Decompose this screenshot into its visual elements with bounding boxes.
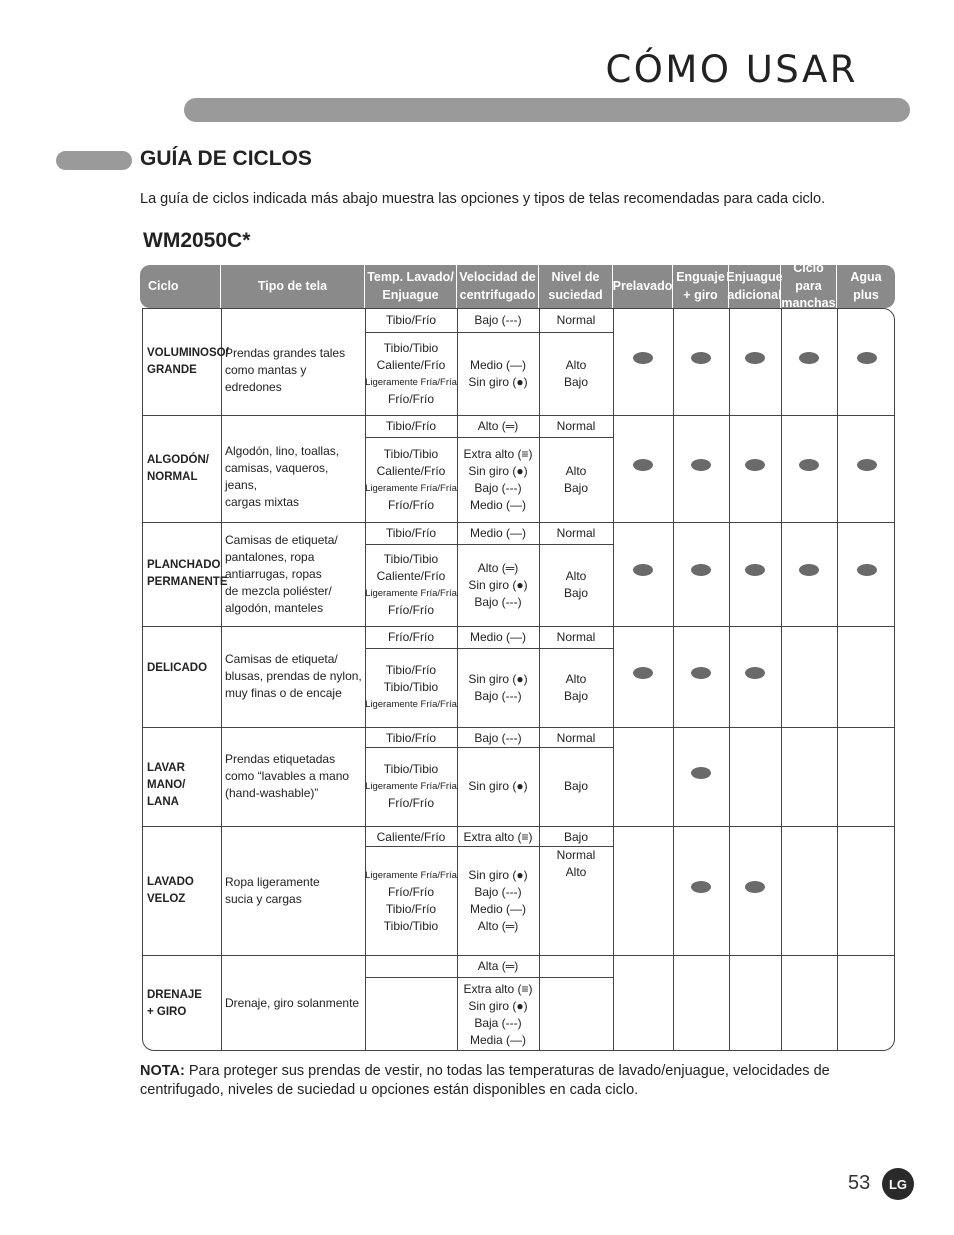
page-number: 53 [848,1172,871,1194]
cycle-name: LAVADO VELOZ [147,875,194,905]
spin-option: Bajo (---) [474,480,522,495]
cycle-name: PLANCHADO PERMANENTE [147,559,228,588]
fabric-type: Prendas etiquetadas como “lavables a mano (hand-washable)” [225,752,350,800]
soil-primary: Normal [556,313,596,327]
option-available-dot [745,352,765,364]
temp-option: Ligeramente Fría/Fría [365,588,457,599]
option-available-dot [745,881,765,893]
section-pill [56,151,132,170]
option-available-dot [633,667,653,679]
subrow-divider [365,977,613,978]
spin-option: Sin giro (●) [468,998,528,1013]
header-prelavado: Prelavado [612,265,672,308]
temp-option: Tibio/Tibio [383,680,439,694]
spin-option: Alto (═) [477,560,519,575]
temp-option: Tibio/Tibio [383,552,439,566]
note [140,1062,894,1100]
subrow-divider [365,648,613,649]
soil-option: Bajo [563,586,589,600]
temp-option: Caliente/Frío [376,569,446,583]
cycle-table-body [142,308,895,1051]
option-available-dot [691,564,711,576]
spin-option: Sin giro (●) [468,374,528,389]
temp-option: Ligeramente Fría/Fría [365,376,457,388]
spin-option: Medio (—) [469,497,526,512]
option-available-dot [857,459,877,471]
soil-option: Alto [565,865,587,879]
lg-logo [882,1168,914,1200]
soil-option: Bajo [563,688,589,703]
temp-option: Tibio/Tibio [383,918,439,933]
header-ciclo: Ciclo [148,278,179,293]
temp-option: Caliente/Frío [376,357,446,372]
option-available-dot [691,881,711,893]
cycle-table-header [140,261,895,311]
spin-primary: Extra alto (≡) [463,830,533,844]
fabric-type: Drenaje, giro solanmente [225,996,360,1010]
spin-option: Extra alto (≡) [463,981,533,996]
soil-option: Bajo [563,374,589,389]
soil-option: Alto [565,357,587,372]
cycle-name: DRENAJE + GIRO [147,988,202,1018]
soil-primary: Normal [556,526,596,540]
fabric-type: Camisas de etiqueta/ pantalones, ropa antiarrugas, ropas de mezcla poliéster/ algodón, manteles [225,532,338,615]
temp-primary: Tibio/Frío [385,419,437,433]
spin-option: Sin giro (●) [468,867,528,882]
soil-option: Alto [565,671,587,686]
header-velocidad: Velocidad de centrifugado [456,265,538,308]
spin-option: Medio (—) [469,901,526,916]
cycle-name: DELICADO [147,661,208,674]
model-number: WM2050C* [143,229,251,252]
spin-primary: Medio (—) [469,526,526,540]
section-title: GUÍA DE CICLOS [140,147,312,170]
row-divider [143,626,894,627]
soil-option: Alto [565,463,587,478]
header-agua-plus: Agua plus [836,265,895,308]
option-available-dot [691,767,711,779]
header-enguaje-giro: Enguaje + giro [672,265,728,308]
spin-option: Bajo (---) [474,688,522,703]
cycle-name: ALGODÓN/ NORMAL [147,453,209,483]
spin-option: Alto (═) [477,918,519,933]
column-divider [837,309,838,1050]
subrow-divider [365,747,613,748]
temp-primary: Caliente/Frío [376,830,446,844]
chapter-title: CÓMO USAR [605,48,858,91]
spin-option: Sin giro (●) [468,779,528,793]
temp-primary: Tibio/Frío [385,731,437,745]
option-available-dot [691,352,711,364]
soil-primary: Normal [556,630,596,644]
option-available-dot [745,667,765,679]
intro-text: La guía de ciclos indicada más abajo muestra las opciones y tipos de telas recomendadas para cada ciclo. [140,191,826,207]
spin-option: Bajo (---) [474,594,522,609]
temp-option: Ligeramente Fría/Fría [365,869,457,881]
fabric-type: Ropa ligeramente sucia y cargas [225,874,320,906]
column-divider [781,309,782,1050]
soil-option: Alto [565,569,587,583]
temp-option: Tibio/Frío [385,901,437,916]
spin-option: Baja (---) [474,1015,522,1030]
temp-option: Frío/Frío [387,391,434,406]
soil-primary: Normal [556,731,596,745]
option-available-dot [691,667,711,679]
spin-primary: Alto (═) [477,419,519,433]
option-available-dot [799,564,819,576]
soil-option: Bajo [563,779,589,793]
option-available-dot [633,459,653,471]
cycle-name: LAVAR MANO/ LANA [147,761,186,808]
subrow-divider [365,544,613,545]
subrow-divider [365,332,613,333]
option-available-dot [633,352,653,364]
spin-primary: Medio (—) [469,630,526,644]
option-available-dot [745,564,765,576]
row-divider [143,522,894,523]
temp-option: Caliente/Frío [376,463,446,478]
header-temp: Temp. Lavado/ Enjuague [364,265,456,308]
header-enjuague-adicional: Enjuague adicional [728,265,780,308]
option-available-dot [857,352,877,364]
spin-option: Extra alto (≡) [463,446,533,461]
header-ciclo-manchas: Ciclo para manchas [781,261,836,311]
temp-option: Tibio/Tibio [383,340,439,355]
subrow-divider [365,437,613,438]
fabric-type: Prendas grandes tales como mantas y edredones [225,346,346,394]
option-available-dot [857,564,877,576]
temp-primary: Frío/Frío [387,630,434,644]
header-tipo-tela: Tipo de tela [220,265,364,308]
temp-option: Frío/Frío [387,796,434,810]
spin-primary: Bajo (---) [474,731,522,745]
lg-logo-text: LG [888,1176,908,1192]
temp-option: Ligeramente Fría/Fría [365,699,457,710]
option-available-dot [745,459,765,471]
column-divider [729,309,730,1050]
temp-option: Ligeramente Fría/Fría [365,781,457,792]
temp-option: Frío/Frío [387,603,434,617]
column-divider [673,309,674,1050]
spin-option: Bajo (---) [474,884,522,899]
option-available-dot [799,352,819,364]
spin-option: Medio (—) [469,357,526,372]
soil-option: Normal [556,848,596,862]
fabric-type: Algodón, lino, toallas, camisas, vaqueros, jeans, cargas mixtas [225,444,340,509]
soil-option: Bajo [563,480,589,495]
temp-option: Ligeramente Fría/Fría [365,482,457,494]
row-divider [143,826,894,827]
spin-option: Sin giro (●) [468,463,528,478]
note-text: Para proteger sus prendas de vestir, no todas las temperaturas de lavado/enjuague, velocidades de centrifugado, niveles de suciedad u opciones están disponibles en cada ciclo. [140,1063,830,1098]
soil-primary: Bajo [563,830,589,844]
spin-option: Sin giro (●) [468,671,528,686]
temp-option: Tibio/Tibio [383,762,439,776]
temp-primary: Tibio/Frío [385,313,437,327]
row-divider [143,955,894,956]
option-available-dot [633,564,653,576]
option-available-dot [799,459,819,471]
note-label: NOTA: [140,1063,185,1079]
temp-option: Tibio/Frío [385,663,437,677]
temp-option: Tibio/Tibio [383,446,439,461]
header-bar [184,98,910,122]
row-divider [143,415,894,416]
soil-primary: Normal [556,419,596,433]
spin-primary: Alta (═) [477,959,519,973]
spin-option: Media (—) [469,1032,526,1047]
cycle-name: VOLUMINOSO/ GRANDE [147,347,229,376]
header-nivel: Nivel de suciedad [538,265,612,308]
temp-primary: Tibio/Frío [385,526,437,540]
row-divider [143,727,894,728]
temp-option: Frío/Frío [387,497,434,512]
option-available-dot [691,459,711,471]
spin-option: Sin giro (●) [468,577,528,592]
fabric-type: Camisas de etiqueta/ blusas, prendas de nylon, muy finas o de encaje [225,652,362,700]
spin-primary: Bajo (---) [474,313,522,327]
column-divider [221,309,222,1050]
column-divider [613,309,614,1050]
temp-option: Frío/Frío [387,884,434,899]
